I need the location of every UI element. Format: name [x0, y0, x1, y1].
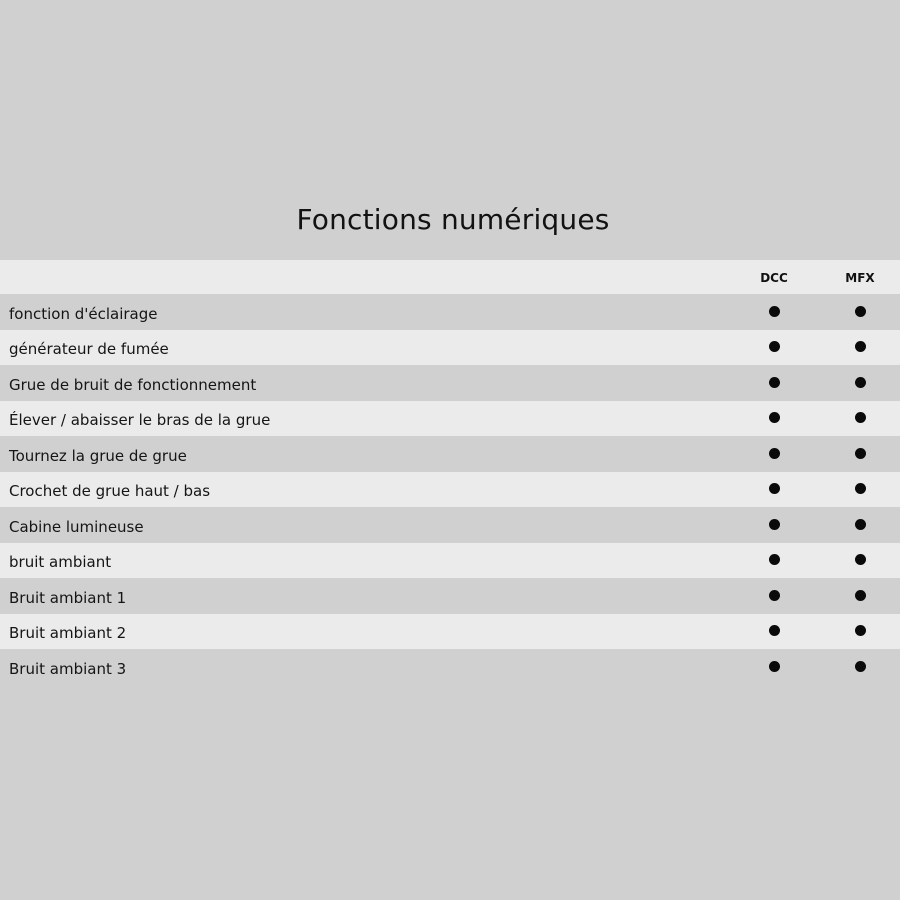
- table-row: [0, 649, 900, 685]
- row-label: Crochet de grue haut / bas: [9, 482, 211, 501]
- dcc-support-cell: [744, 330, 804, 366]
- mfx-support-cell: [830, 507, 890, 543]
- supported-dot-icon: [855, 661, 866, 672]
- mfx-support-cell: [830, 330, 890, 366]
- row-label: fonction d'éclairage: [9, 304, 158, 323]
- dcc-support-cell: [744, 649, 804, 685]
- table-header-row: [0, 260, 900, 294]
- page-title: Fonctions numériques: [296, 203, 610, 236]
- row-label: bruit ambiant: [9, 553, 112, 572]
- mfx-support-cell: [830, 578, 890, 614]
- supported-dot-icon: [855, 306, 866, 317]
- supported-dot-icon: [769, 590, 780, 601]
- mfx-support-cell: [830, 614, 890, 650]
- row-label: générateur de fumée: [9, 340, 169, 359]
- supported-dot-icon: [855, 554, 866, 565]
- supported-dot-icon: [769, 412, 780, 423]
- supported-dot-icon: [769, 377, 780, 388]
- supported-dot-icon: [855, 448, 866, 459]
- dcc-support-cell: [744, 294, 804, 330]
- supported-dot-icon: [769, 306, 780, 317]
- mfx-support-cell: [830, 365, 890, 401]
- supported-dot-icon: [769, 661, 780, 672]
- table-row: [0, 507, 900, 543]
- functions-table: [0, 260, 900, 685]
- mfx-support-cell: [830, 436, 890, 472]
- row-label: Élever / abaisser le bras de la grue: [9, 411, 271, 430]
- supported-dot-icon: [855, 341, 866, 352]
- row-label: Bruit ambiant 3: [9, 659, 127, 678]
- row-label: Grue de bruit de fonctionnement: [9, 375, 257, 394]
- row-label: Cabine lumineuse: [9, 517, 144, 536]
- dcc-support-cell: [744, 365, 804, 401]
- dcc-support-cell: [744, 472, 804, 508]
- supported-dot-icon: [769, 483, 780, 494]
- supported-dot-icon: [855, 412, 866, 423]
- dcc-support-cell: [744, 578, 804, 614]
- table-row: [0, 472, 900, 508]
- dcc-support-cell: [744, 507, 804, 543]
- supported-dot-icon: [855, 483, 866, 494]
- dcc-support-cell: [744, 401, 804, 437]
- dcc-support-cell: [744, 614, 804, 650]
- supported-dot-icon: [769, 448, 780, 459]
- table-row: [0, 578, 900, 614]
- mfx-support-cell: [830, 401, 890, 437]
- column-header-dcc: DCC: [760, 271, 788, 285]
- dcc-support-cell: [744, 543, 804, 579]
- table-row: [0, 543, 900, 579]
- dcc-support-cell: [744, 436, 804, 472]
- table-row: [0, 401, 900, 437]
- row-label: Bruit ambiant 2: [9, 624, 127, 643]
- row-label: Bruit ambiant 1: [9, 588, 127, 607]
- mfx-support-cell: [830, 649, 890, 685]
- supported-dot-icon: [855, 377, 866, 388]
- row-label: Tournez la grue de grue: [9, 446, 187, 465]
- supported-dot-icon: [769, 341, 780, 352]
- table-row: [0, 436, 900, 472]
- mfx-support-cell: [830, 543, 890, 579]
- supported-dot-icon: [855, 590, 866, 601]
- table-row: [0, 330, 900, 366]
- mfx-support-cell: [830, 294, 890, 330]
- mfx-support-cell: [830, 472, 890, 508]
- column-header-mfx: MFX: [845, 271, 875, 285]
- supported-dot-icon: [769, 625, 780, 636]
- table-row: [0, 614, 900, 650]
- supported-dot-icon: [855, 519, 866, 530]
- supported-dot-icon: [769, 554, 780, 565]
- table-row: [0, 294, 900, 330]
- table-row: [0, 365, 900, 401]
- supported-dot-icon: [769, 519, 780, 530]
- supported-dot-icon: [855, 625, 866, 636]
